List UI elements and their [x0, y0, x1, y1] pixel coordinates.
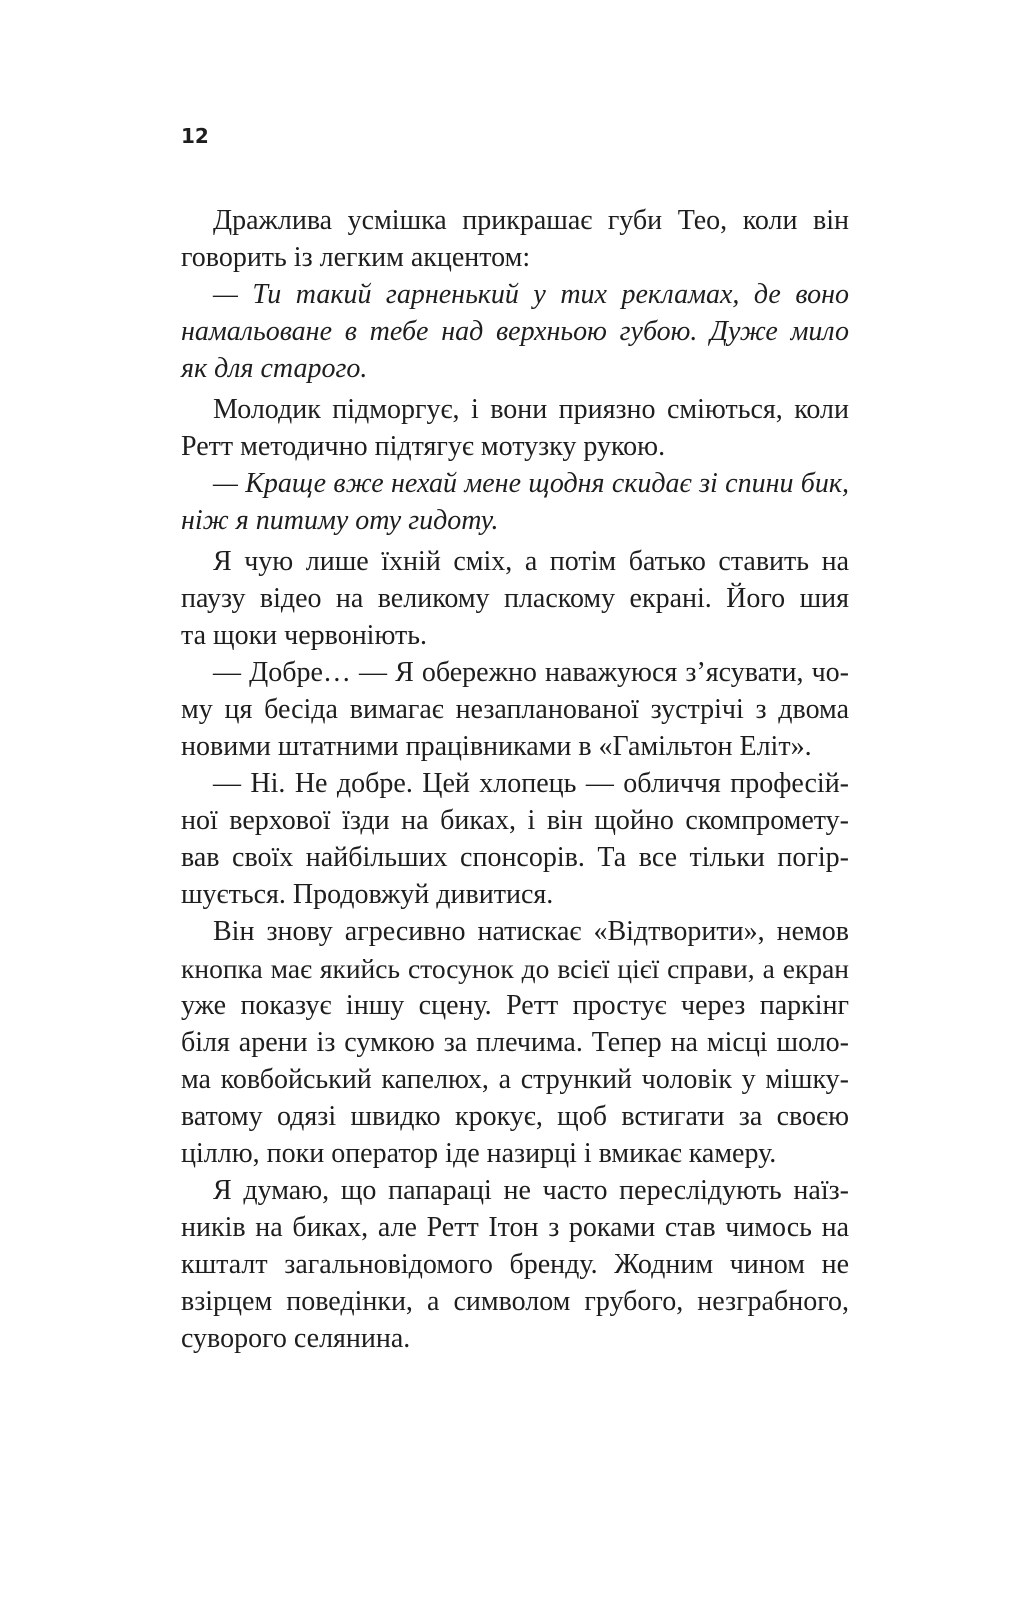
- text-line: ціллю, поки оператор іде назирці і вмикає камеру.: [181, 1138, 777, 1169]
- text-line: та щоки червоніють.: [181, 620, 428, 651]
- text-line: ма ковбойський капелюх, а стрункий чоловік у мішку-: [181, 1064, 849, 1095]
- text-line: біля арени із сумкою за плечима. Тепер на місці шоло-: [181, 1027, 849, 1058]
- text-line: кшталт загальновідомого бренду. Жодним чином не: [181, 1249, 849, 1280]
- text-line: — Ні. Не добре. Цей хлопець — обличчя професій-: [213, 768, 849, 799]
- text-line: Дражлива усмішка прикрашає губи Тео, коли він: [213, 205, 849, 236]
- text-line: кнопка має якийсь стосунок до всієї цієї справи, а екран: [181, 953, 849, 984]
- text-line: суворого селянина.: [181, 1323, 411, 1354]
- text-line: говорить із легким акцентом:: [181, 242, 531, 273]
- text-line: Він знову агресивно натискає «Відтворити», немов: [213, 916, 849, 947]
- text-line: — Краще вже нехай мене щодня скидає зі спини бик,: [213, 468, 849, 499]
- text-line: ватому одязі швидко крокує, щоб встигати за своєю: [181, 1101, 849, 1132]
- text-line: ніж я питиму оту гидоту.: [181, 505, 499, 536]
- text-line: — Добре… — Я обережно наважуюся з’ясувати, чо-: [213, 657, 849, 688]
- text-line: ної верхової їзди на биках, і він щойно скомпромету-: [181, 805, 849, 836]
- text-line: Я чую лише їхній сміх, а потім батько ставить на: [213, 546, 849, 577]
- text-line: взірцем поведінки, а символом грубого, незграбного,: [181, 1286, 849, 1317]
- page-number: 12: [181, 124, 209, 148]
- text-line: паузу відео на великому пласкому екрані. Його шия: [181, 583, 849, 614]
- text-line: Молодик підморгує, і вони приязно сміються, коли: [213, 394, 849, 425]
- text-line: — Ти такий гарненький у тих рекламах, де воно: [213, 279, 849, 310]
- text-line: намальоване в тебе над верхньою губою. Дуже мило: [181, 316, 849, 347]
- text-line: му ця бесіда вимагає незапланованої зустрічі з двома: [181, 694, 849, 725]
- text-line: Я думаю, що папараці не часто переслідують наїз-: [213, 1175, 849, 1206]
- text-line: як для старого.: [181, 353, 368, 384]
- text-line: вав своїх найбільших спонсорів. Та все тільки погір-: [181, 842, 849, 873]
- text-line: шується. Продовжуй дивитися.: [181, 879, 554, 910]
- body-text: [181, 202, 849, 1357]
- text-line: новими штатними працівниками в «Гамільтон Еліт».: [181, 731, 812, 762]
- text-line: уже показує іншу сцену. Ретт простує через паркінг: [181, 990, 849, 1021]
- text-line: ників на биках, але Ретт Ітон з роками став чимось на: [181, 1212, 849, 1243]
- text-line: Ретт методично підтягує мотузку рукою.: [181, 431, 666, 462]
